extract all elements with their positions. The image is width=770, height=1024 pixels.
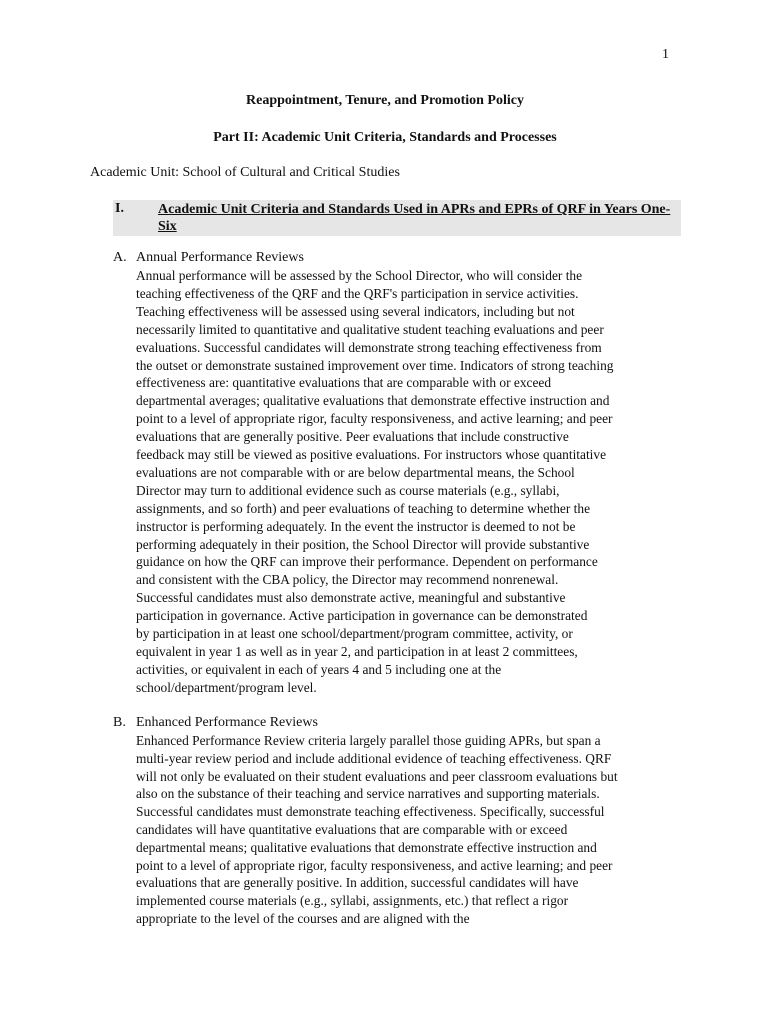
body-text-line: school/department/program level.: [136, 679, 317, 695]
body-text-line: evaluations are not comparable with or are below departmental means, the School: [136, 464, 575, 480]
section-numeral: I.: [115, 201, 124, 216]
section-title: Academic Unit Criteria and Standards Used in APRs and EPRs of QRF in Years One-Six: [158, 202, 671, 234]
body-text-line: and consistent with the CBA policy, the Director may recommend nonrenewal.: [136, 572, 559, 588]
body-text-line: Director may turn to additional evidence such as course materials (e.g., syllabi,: [136, 482, 560, 498]
body-text-line: Annual performance will be assessed by the School Director, who will consider the: [136, 268, 583, 283]
body-text-line: appropriate to the level of the courses and are aligned with the: [136, 911, 470, 926]
document-title: Reappointment, Tenure, and Promotion Policy: [246, 93, 524, 108]
page-number: 1: [662, 47, 669, 62]
body-text-line: Successful candidates must also demonstrate active, meaningful and substantive: [136, 590, 566, 606]
body-text-line: evaluations that are generally positive. In addition, successful candidates will have: [136, 875, 579, 891]
body-text-line: evaluations. Successful candidates will demonstrate strong teaching effectiveness from: [136, 339, 602, 355]
subsection-a-label: A.: [113, 250, 127, 265]
body-text-line: guidance on how the QRF can improve their performance. Dependent on performance: [136, 554, 598, 570]
body-text-line: multi-year review period and include additional evidence of teaching effectiveness. QRF: [136, 750, 612, 766]
body-text-line: also on the substance of their teaching and service narratives and supporting materials.: [136, 786, 600, 802]
body-text-line: point to a level of appropriate rigor, faculty responsiveness, and active learning; and peer: [136, 857, 613, 873]
body-text-line: departmental means; qualitative evaluations that demonstrate effective instruction and: [136, 839, 597, 855]
body-text-line: necessarily limited to quantitative and qualitative student teaching evaluations and peer: [136, 321, 604, 337]
body-text-line: Teaching effectiveness will be assessed using several indicators, including but not: [136, 303, 575, 319]
body-text-line: implemented course materials (e.g., syllabi, assignments, etc.) that reflect a rigor: [136, 893, 569, 909]
body-text-line: effectiveness are: quantitative evaluations that are comparable with or exceed: [136, 375, 552, 391]
section-header: [113, 200, 681, 236]
body-text-line: the outset or demonstrate sustained improvement over time. Indicators of strong teaching: [136, 357, 614, 373]
body-text-line: point to a level of appropriate rigor, faculty responsiveness, and active learning; and peer: [136, 411, 613, 427]
body-text-line: assignments, and so forth) and peer evaluations of teaching to determine whether the: [136, 500, 591, 516]
academic-unit: Academic Unit: School of Cultural and Critical Studies: [90, 165, 400, 180]
body-text-line: Enhanced Performance Review criteria largely parallel those guiding APRs, but span a: [136, 733, 601, 748]
body-text-line: activities, or equivalent in each of years 4 and 5 including one at the: [136, 661, 502, 677]
document-subtitle: Part II: Academic Unit Criteria, Standards and Processes: [213, 130, 557, 145]
subsection-b-heading: Enhanced Performance Reviews: [136, 715, 318, 730]
body-text-line: participation in governance. Active participation in governance can be demonstrated: [136, 608, 588, 624]
body-text-line: performing adequately in their position, the School Director will provide substantive: [136, 536, 590, 552]
body-text-line: departmental averages; qualitative evaluations that demonstrate effective instruction and: [136, 393, 610, 409]
subsection-a-heading: Annual Performance Reviews: [136, 250, 304, 265]
subsection-b-label: B.: [113, 715, 126, 730]
body-text-line: Successful candidates must demonstrate teaching effectiveness. Specifically, successful: [136, 804, 605, 820]
body-text-line: will not only be evaluated on their student evaluations and peer classroom evaluations but: [136, 768, 618, 784]
body-text-line: instructor is performing adequately. In the event the instructor is deemed to not be: [136, 518, 576, 534]
body-text-line: candidates will have quantitative evaluations that are comparable with or exceed: [136, 822, 568, 837]
body-text-line: by participation in at least one school/department/program committee, activity, or: [136, 626, 573, 641]
body-text-line: feedback may still be viewed as positive evaluations. For instructors whose quantitative: [136, 447, 607, 462]
body-text-line: equivalent in year 1 as well as in year 2, and participation in at least 2 committees,: [136, 643, 578, 659]
body-text-line: teaching effectiveness of the QRF and the QRF's participation in service activities.: [136, 285, 579, 301]
body-text-line: evaluations that are generally positive. Peer evaluations that include constructive: [136, 429, 569, 445]
